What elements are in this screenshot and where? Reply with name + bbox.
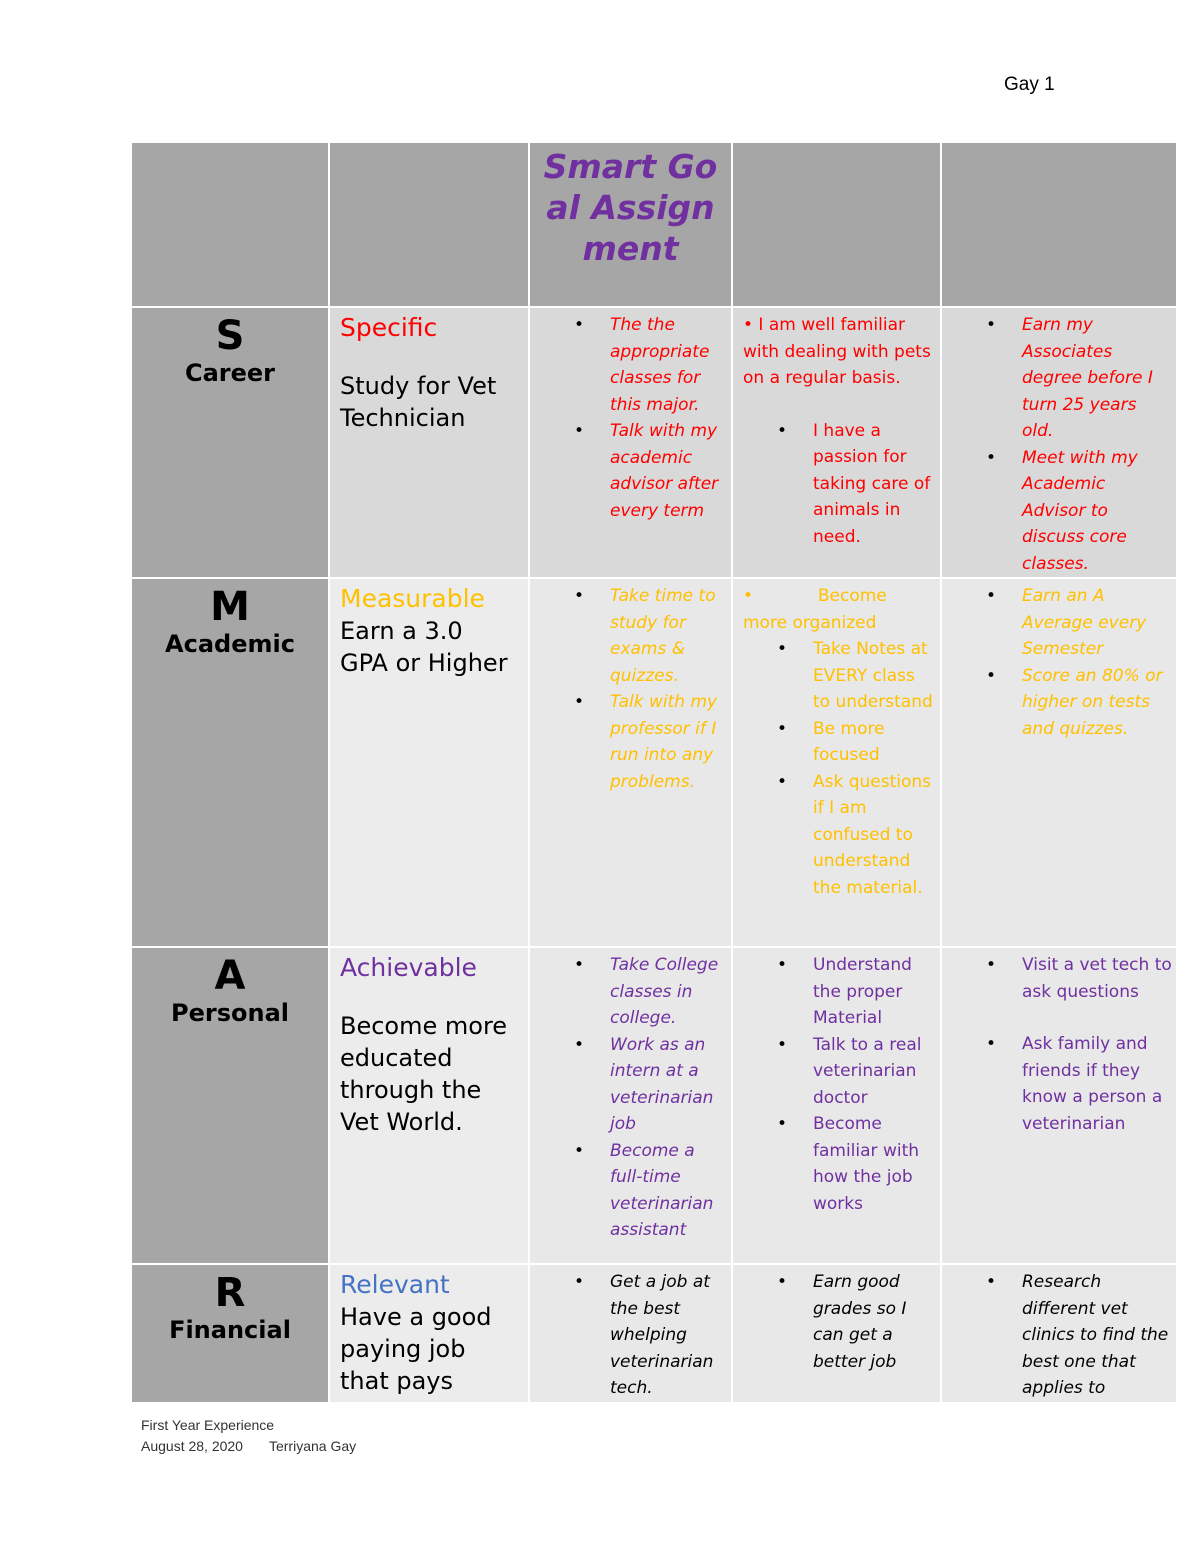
footer-date-author — [141, 1436, 356, 1457]
goal-cell-specific — [329, 307, 529, 578]
category-personal: Personal — [171, 999, 289, 1027]
letter-cell-s — [131, 307, 329, 578]
steps-cell-r-3 — [941, 1264, 1177, 1403]
steps-cell-s-3 — [941, 307, 1177, 578]
table-row-academic — [131, 578, 1177, 947]
letter-cell-r — [131, 1264, 329, 1403]
goal-text-measurable: Earn a 3.0 GPA or Higher — [340, 617, 508, 677]
letter-m: M — [210, 584, 250, 630]
smart-goal-table — [130, 141, 1178, 1404]
list-item: • Be more focused — [733, 716, 940, 769]
list-item: • Take College classes in college. — [530, 952, 731, 1032]
list-item: • Ask questions if I am confused to understand the material. — [733, 769, 940, 902]
steps-cell-r-2 — [732, 1264, 941, 1403]
list-item: • I have a passion for taking care of animals in need. — [733, 418, 940, 551]
list-item: • Work as an intern at a veterinarian job — [530, 1032, 731, 1138]
steps-cell-a-1 — [529, 947, 732, 1264]
goal-cell-measurable — [329, 578, 529, 947]
table-row-career — [131, 307, 1177, 578]
table-row-personal — [131, 947, 1177, 1264]
header-cell-empty-3 — [732, 142, 941, 307]
list-item: • Research different vet clinics to find the best one that applies to — [942, 1269, 1176, 1402]
list-item: • Become a full-time veterinarian assistant — [530, 1138, 731, 1244]
goal-heading-measurable: Measurable — [340, 584, 485, 613]
goal-cell-relevant — [329, 1264, 529, 1403]
header-cell-title — [529, 142, 732, 307]
footer-course: First Year Experience — [141, 1417, 275, 1433]
list-item: • Score an 80% or higher on tests and quizzes. — [942, 663, 1176, 743]
list-item: • Understand the proper Material — [733, 952, 940, 1032]
list-item: • Talk with my academic advisor after every term — [530, 418, 731, 524]
letter-s: S — [215, 313, 245, 359]
table-row-financial — [131, 1264, 1177, 1403]
goal-heading-specific: Specific — [340, 313, 438, 342]
goal-heading-relevant: Relevant — [340, 1270, 450, 1299]
letter-a: A — [214, 953, 246, 999]
list-item: • Talk with my professor if I run into any problems. — [530, 689, 731, 795]
steps-cell-m-2 — [732, 578, 941, 947]
list-item: • Meet with my Academic Advisor to discuss core classes. — [942, 445, 1176, 578]
goal-heading-achievable: Achievable — [340, 953, 477, 982]
list-item: • Talk to a real veterinarian doctor — [733, 1032, 940, 1112]
category-financial: Financial — [169, 1316, 291, 1344]
letter-r: R — [214, 1270, 246, 1316]
footer-author: Terriyana Gay — [268, 1438, 357, 1454]
letter-cell-a — [131, 947, 329, 1264]
list-item: • Visit a vet tech to ask questions — [942, 952, 1176, 1005]
steps-cell-a-3 — [941, 947, 1177, 1264]
list-item-lead: • I am well familiar with dealing with pets on a regular basis. — [743, 315, 931, 388]
list-item: • The the appropriate classes for this major. — [530, 312, 731, 418]
footer-date: August 28, 2020 — [141, 1438, 243, 1454]
steps-cell-m-1 — [529, 578, 732, 947]
goal-text-specific: Study for Vet Technician — [340, 372, 497, 432]
header-cell-empty-1 — [131, 142, 329, 307]
goal-cell-achievable — [329, 947, 529, 1264]
goal-text-relevant: Have a good paying job that pays — [340, 1303, 492, 1395]
list-item: • Get a job at the best whelping veterinarian tech. — [530, 1269, 731, 1402]
steps-cell-s-1 — [529, 307, 732, 578]
steps-cell-a-2 — [732, 947, 941, 1264]
letter-cell-m — [131, 578, 329, 947]
table-title: Smart Goal Assignment — [543, 147, 718, 268]
steps-cell-s-2 — [732, 307, 941, 578]
list-item-lead: • Become more organized — [743, 586, 893, 633]
list-item: • Ask family and friends if they know a person a veterinarian — [942, 1031, 1176, 1137]
page-footer — [141, 1415, 356, 1457]
header-cell-empty-4 — [941, 142, 1177, 307]
list-item: • Earn good grades so I can get a better job — [733, 1269, 940, 1375]
list-item: • Earn an A Average every Semester — [942, 583, 1176, 663]
list-item: • Take Notes at EVERY class to understand — [733, 636, 940, 716]
table-header-row — [131, 142, 1177, 307]
category-career: Career — [184, 359, 276, 387]
goal-text-achievable: Become more educated through the Vet World. — [340, 1012, 508, 1136]
page-number: Gay 1 — [1004, 74, 1055, 95]
list-item: • Earn my Associates degree before I turn 25 years old. — [942, 312, 1176, 445]
steps-cell-r-1 — [529, 1264, 732, 1403]
category-academic: Academic — [165, 630, 295, 658]
list-item: • Take time to study for exams & quizzes. — [530, 583, 731, 689]
header-cell-empty-2 — [329, 142, 529, 307]
steps-cell-m-3 — [941, 578, 1177, 947]
list-item: • Become familiar with how the job works — [733, 1111, 940, 1217]
